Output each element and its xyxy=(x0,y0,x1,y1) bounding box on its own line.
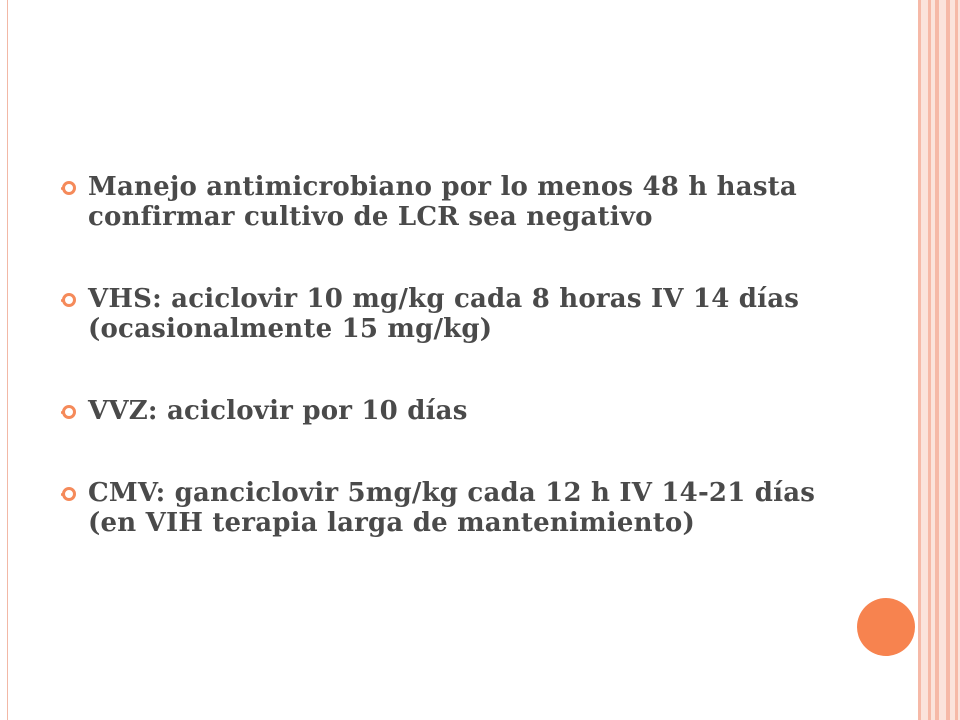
right-stripe-panel xyxy=(918,0,960,720)
right-stripe xyxy=(955,0,958,720)
bullet-text: VHS: aciclovir 10 mg/kg cada 8 horas IV 14 días (ocasionalmente 15 mg/kg) xyxy=(88,284,800,344)
left-border-line xyxy=(7,0,8,720)
bullet-text: CMV: ganciclovir 5mg/kg cada 12 h IV 14-21 días (en VIH terapia larga de mantenimiento) xyxy=(88,478,816,538)
bullet-item xyxy=(62,478,822,538)
circle-bullet-icon xyxy=(62,487,76,501)
bullet-item xyxy=(62,396,822,426)
bullet-text: Manejo antimicrobiano por lo menos 48 h hasta confirmar cultivo de LCR sea negativo xyxy=(88,172,797,232)
right-stripe xyxy=(935,0,939,720)
right-stripe xyxy=(946,0,950,720)
right-stripe xyxy=(928,0,931,720)
bullet-item xyxy=(62,284,822,344)
decorative-orange-circle xyxy=(857,598,915,656)
bullet-list xyxy=(62,172,822,538)
circle-bullet-icon xyxy=(62,181,76,195)
circle-bullet-icon xyxy=(62,293,76,307)
bullet-text: VVZ: aciclovir por 10 días xyxy=(88,396,468,426)
circle-bullet-icon xyxy=(62,405,76,419)
bullet-item xyxy=(62,172,822,232)
right-stripe xyxy=(918,0,921,720)
